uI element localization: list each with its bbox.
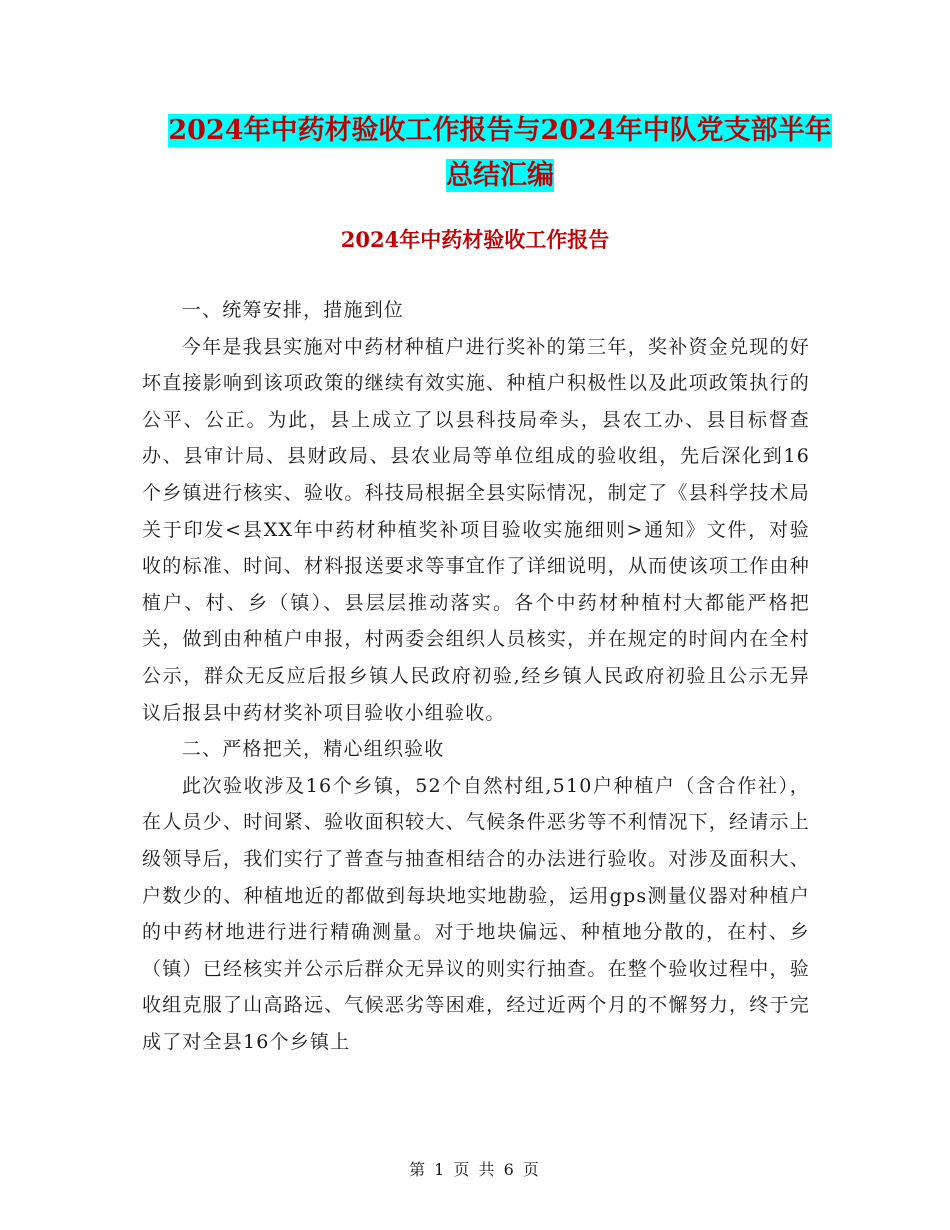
title-line-1: 2024年中药材验收工作报告与2024年中队党支部半年 (168, 115, 832, 146)
heading-2: 二、严格把关，精心组织验收 (181, 738, 445, 761)
page-number: 第 1 页 共 6 页 (409, 1160, 541, 1179)
document-body (142, 292, 810, 1060)
document-title (140, 108, 860, 198)
heading-1: 一、统筹安排，措施到位 (181, 299, 405, 321)
paragraph-2: 此次验收涉及16个乡镇，52个自然村组,510户种植户（含合作社），在人员少、时间紧、验收面积较大、气候条件恶劣等不利情况下，经请示上级领导后，我们实行了普查与抽查相结合的办法进行验收。对涉及面积大、户数少的、种植地近的都做到每块地实地勘验，运用gps测量仪器对种植户的中药材地进行进行精确测量。对于地块偏远、种植地分散的，在村、乡（镇）已经核实并公示后群众无异议的则实行抽查。在整个验收过程中，验收组克服了山高路远、气候恶劣等困难，经过近两个月的不懈努力，终于完成了对全县16个乡镇上 (142, 774, 810, 1053)
paragraph-1: 今年是我县实施对中药材种植户进行奖补的第三年，奖补资金兑现的好坏直接影响到该项政策的继续有效实施、种植户积极性以及此项政策执行的公平、公正。为此，县上成立了以县科技局牵头，县农工办、县目标督查办、县审计局、县财政局、县农业局等单位组成的验收组，先后深化到16个乡镇进行核实、验收。科技局根据全县实际情况，制定了《县科学技术局关于印发<县XX年中药材种植奖补项目验收实施细则>通知》文件，对验收的标准、时间、材料报送要求等事宜作了详细说明，从而使该项工作由种植户、村、乡（镇）、县层层推动落实。各个中药材种植村大都能严格把关，做到由种植户申报，村两委会组织人员核实，并在规定的时间内在全村公示，群众无反应后报乡镇人民政府初验,经乡镇人民政府初验且公示无异议后报县中药材奖补项目验收小组验收。 (142, 335, 810, 724)
section-title: 2024年中药材验收工作报告 (340, 227, 610, 252)
title-line-2: 总结汇编 (446, 160, 554, 191)
